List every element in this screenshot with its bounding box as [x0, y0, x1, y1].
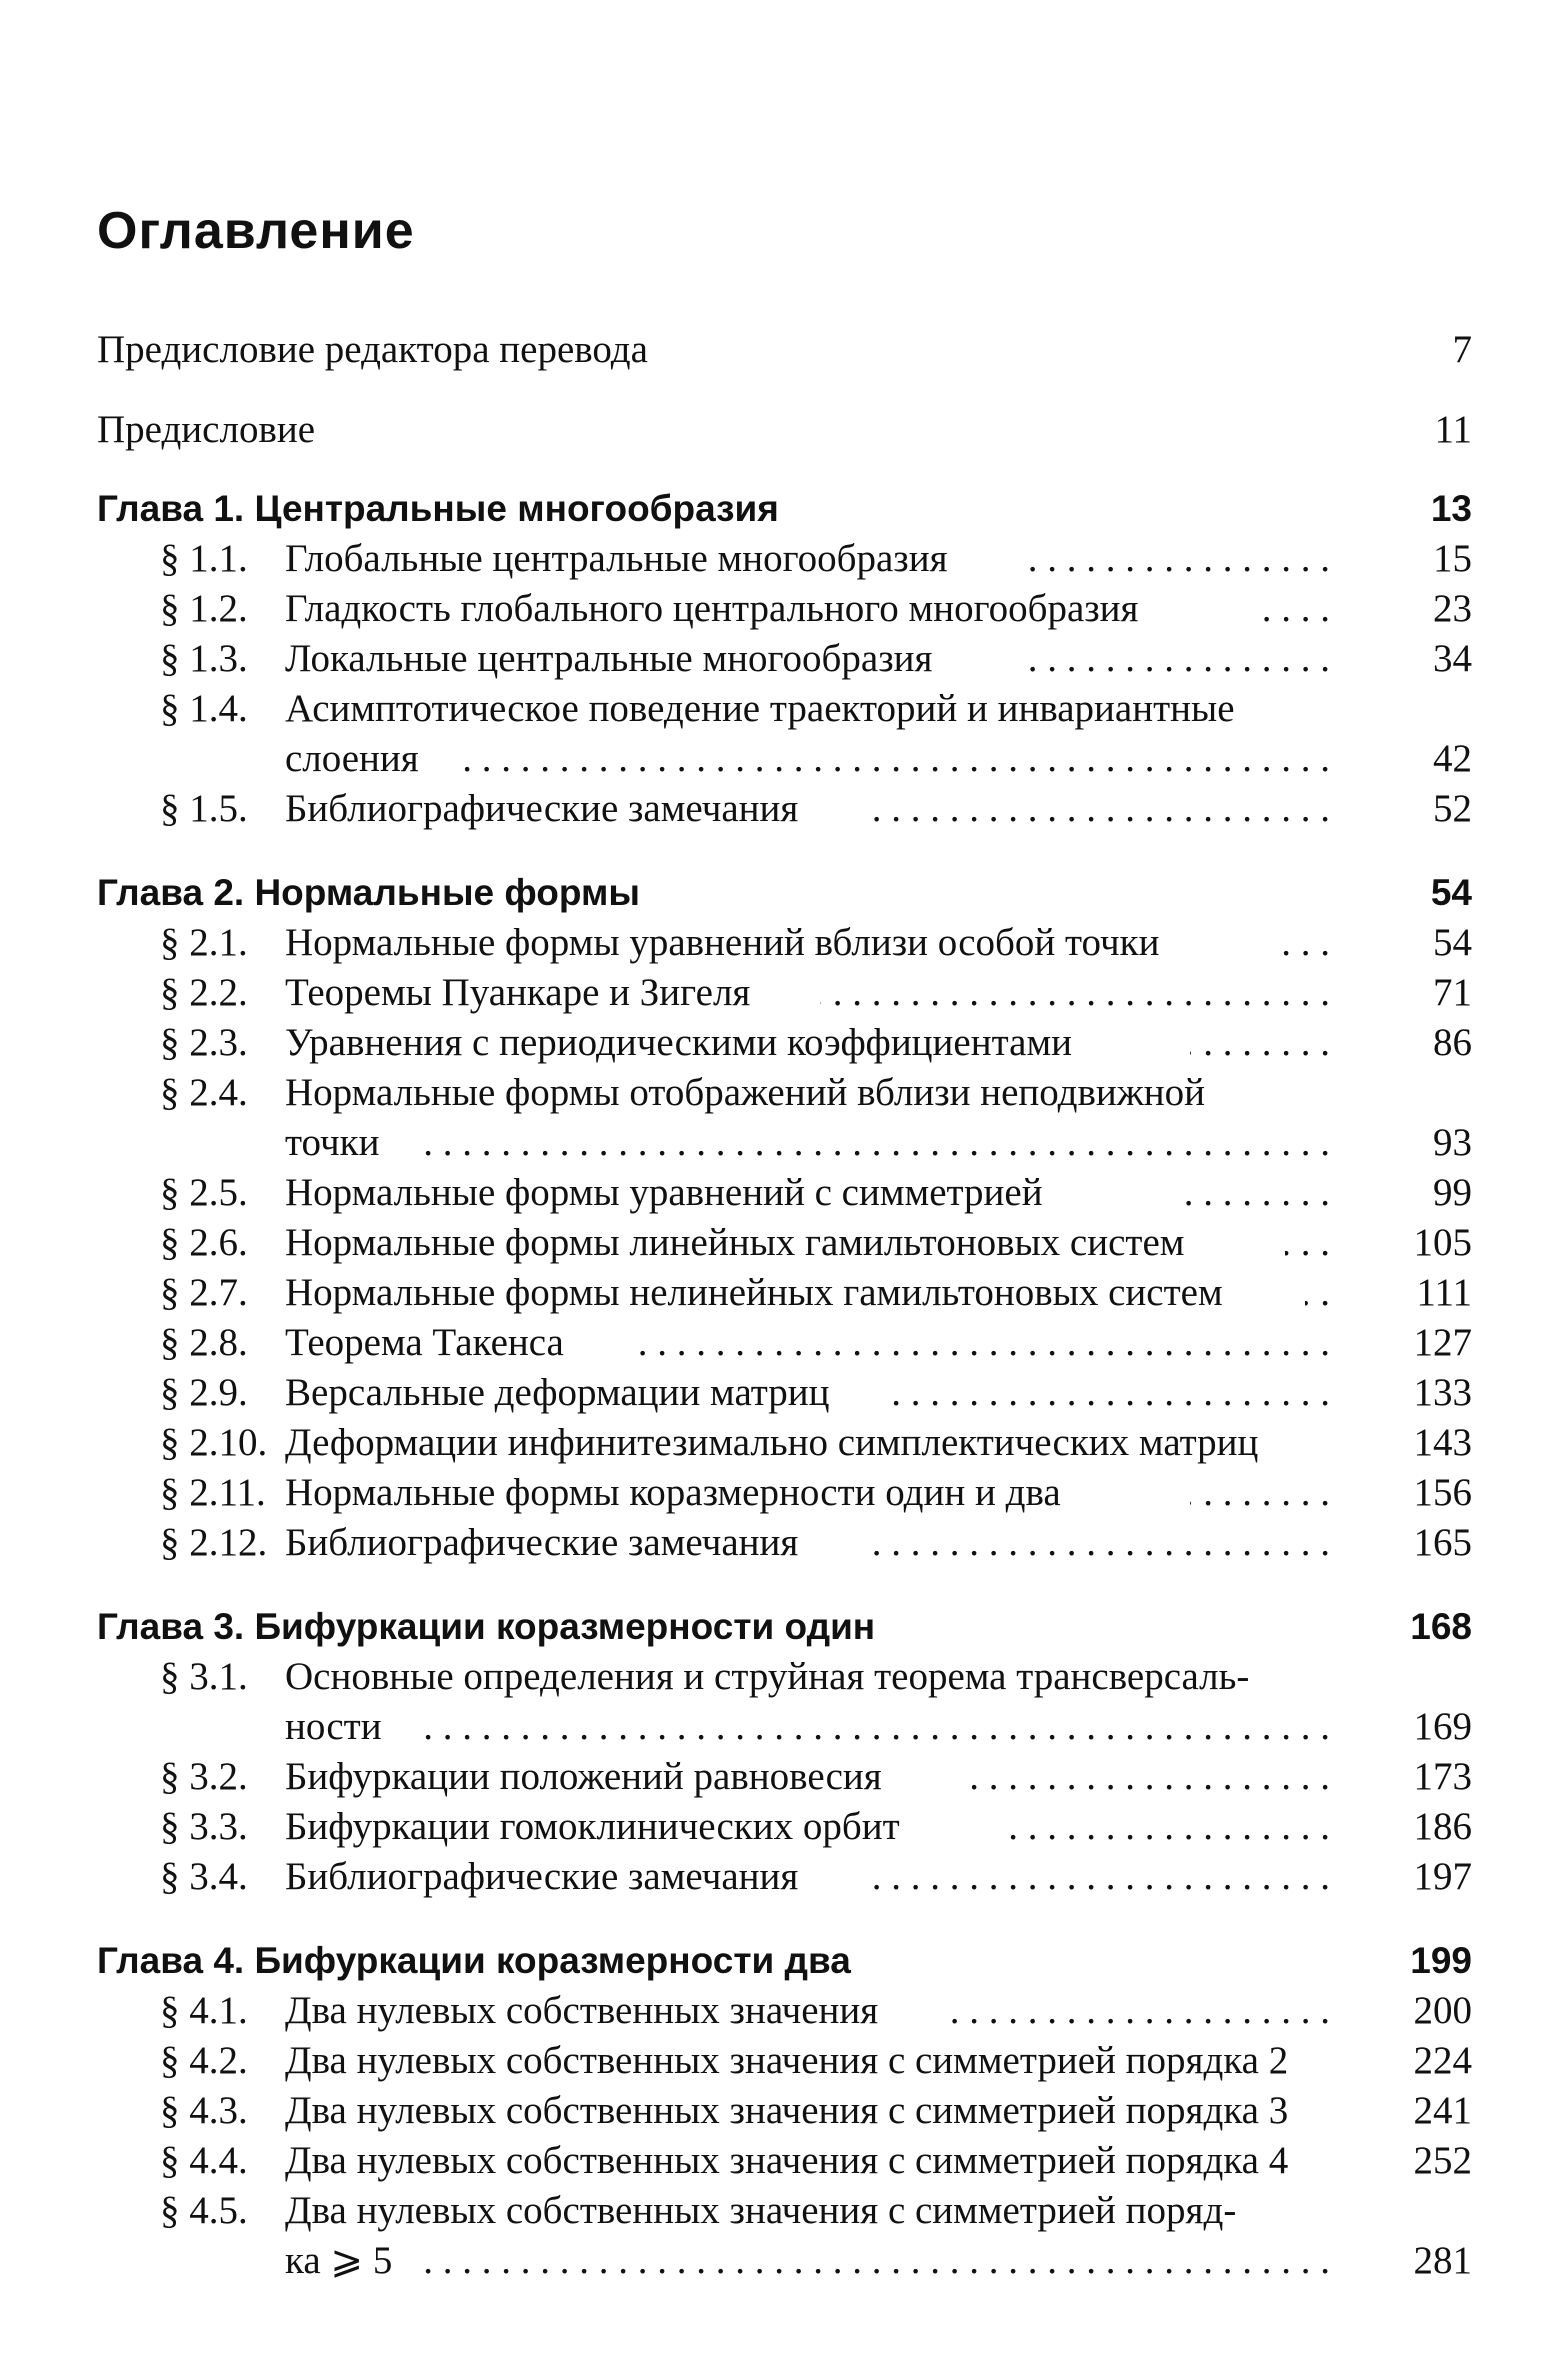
- section-title: Два нулевых собственных значения с симметрией порядка 2: [285, 2039, 1289, 2082]
- section-title: Нормальные формы отображений вблизи неподвижной: [285, 1071, 1205, 1114]
- section-page: 173: [1413, 1755, 1472, 1798]
- chapter-title: Глава 3. Бифуркации коразмерности один: [97, 1606, 876, 1647]
- toc-entry-preface: [97, 405, 1472, 455]
- leader-dots: [1250, 584, 1330, 634]
- section-entry: [160, 1652, 1472, 1702]
- section-entry: [160, 784, 1472, 834]
- section-entry-continuation: [285, 2236, 1472, 2286]
- section-entry: [160, 584, 1472, 634]
- section-page: 200: [1413, 1989, 1472, 2032]
- section-number: § 2.12.: [160, 1521, 268, 1564]
- section-entry: [160, 1418, 1472, 1468]
- leader-dots: [950, 1986, 1330, 2036]
- chapter-page: 13: [1430, 488, 1472, 529]
- section-entry: [160, 1802, 1472, 1852]
- section-page: 71: [1433, 971, 1472, 1014]
- section-page: 86: [1433, 1021, 1472, 1064]
- chapter-heading: [97, 868, 1472, 918]
- section-title: Теорема Такенса: [285, 1321, 564, 1364]
- section-number: § 2.4.: [160, 1071, 248, 1114]
- section-number: § 3.1.: [160, 1655, 248, 1698]
- leader-dots: [1190, 1018, 1330, 1068]
- section-entry-continuation: [285, 734, 1472, 784]
- section-number: § 4.4.: [160, 2139, 248, 2182]
- section-title: Два нулевых собственных значения с симметрией порядка 4: [285, 2139, 1289, 2182]
- section-number: § 2.10.: [160, 1421, 268, 1464]
- entry-text: Предисловие: [97, 408, 316, 451]
- chapter-page: 54: [1430, 872, 1472, 913]
- section-title: Нормальные формы нелинейных гамильтоновых систем: [285, 1271, 1223, 1314]
- section-number: § 4.5.: [160, 2189, 248, 2232]
- section-number: § 2.7.: [160, 1271, 248, 1314]
- section-page: 165: [1413, 1521, 1472, 1564]
- leader-dots: [960, 1752, 1330, 1802]
- section-number: § 1.5.: [160, 787, 248, 830]
- entry-text: Предисловие редактора перевода: [97, 328, 648, 371]
- leader-dots: [1190, 1468, 1330, 1518]
- section-title: Библиографические замечания: [285, 1521, 799, 1564]
- section-page: 93: [1433, 1121, 1472, 1164]
- section-title: Нормальные формы уравнений с симметрией: [285, 1171, 1043, 1214]
- section-entry: [160, 1218, 1472, 1268]
- chapter-title: Глава 4. Бифуркации коразмерности два: [97, 1940, 851, 1981]
- section-entry: [160, 1852, 1472, 1902]
- section-title: Деформации инфинитезимально симплектических матриц: [285, 1421, 1259, 1464]
- leader-dots: [1285, 1218, 1330, 1268]
- section-page: 197: [1413, 1855, 1472, 1898]
- leader-dots: [820, 968, 1330, 1018]
- section-number: § 1.1.: [160, 537, 248, 580]
- section-title: Локальные центральные многообразия: [285, 637, 933, 680]
- chapter-page: 199: [1410, 1940, 1472, 1981]
- section-title: Два нулевых собственных значения с симметрией порядка 3: [285, 2089, 1289, 2132]
- section-number: § 1.3.: [160, 637, 248, 680]
- section-title: Теоремы Пуанкаре и Зигеля: [285, 971, 751, 1014]
- section-title: Основные определения и струйная теорема трансверсаль-: [285, 1655, 1250, 1698]
- section-entry: [160, 2186, 1472, 2236]
- section-page: 23: [1433, 587, 1472, 630]
- section-entry-continuation: [285, 1118, 1472, 1168]
- section-page: 241: [1413, 2089, 1472, 2132]
- section-entry: [160, 1986, 1472, 2036]
- entry-page: 7: [1452, 328, 1472, 371]
- section-entry: [160, 534, 1472, 584]
- section-title: Бифуркации положений равновесия: [285, 1755, 882, 1798]
- section-entry: [160, 1318, 1472, 1368]
- chapter-heading: [97, 484, 1472, 534]
- section-title-continuation: ка ⩾ 5: [285, 2239, 393, 2282]
- section-title: Нормальные формы коразмерности один и два: [285, 1471, 1061, 1514]
- section-entry: [160, 1268, 1472, 1318]
- section-page: 54: [1433, 921, 1472, 964]
- leader-dots: [455, 734, 1330, 784]
- section-title-continuation: слоения: [285, 737, 419, 780]
- section-entry: [160, 1468, 1472, 1518]
- section-number: § 2.8.: [160, 1321, 248, 1364]
- section-title-continuation: ности: [285, 1705, 382, 1748]
- chapter-title: Глава 2. Нормальные формы: [97, 872, 640, 913]
- section-entry: [160, 1518, 1472, 1568]
- leader-dots: [860, 784, 1330, 834]
- section-number: § 3.4.: [160, 1855, 248, 1898]
- section-page: 127: [1413, 1321, 1472, 1364]
- leader-dots: [425, 1118, 1330, 1168]
- section-entry: [160, 1752, 1472, 1802]
- section-number: § 4.2.: [160, 2039, 248, 2082]
- section-title: Бифуркации гомоклинических орбит: [285, 1805, 900, 1848]
- section-page: 156: [1413, 1471, 1472, 1514]
- section-title: Библиографические замечания: [285, 787, 799, 830]
- section-number: § 1.2.: [160, 587, 248, 630]
- page-title: Оглавление: [97, 202, 415, 260]
- section-title: Версальные деформации матриц: [285, 1371, 830, 1414]
- section-number: § 2.6.: [160, 1221, 248, 1264]
- chapter-title: Глава 1. Центральные многообразия: [97, 488, 779, 529]
- leader-dots: [425, 1702, 1330, 1752]
- section-page: 105: [1413, 1221, 1472, 1264]
- leader-dots: [630, 1318, 1330, 1368]
- section-title: Библиографические замечания: [285, 1855, 799, 1898]
- section-title: Два нулевых собственных значения: [285, 1989, 879, 2032]
- section-entry: [160, 2136, 1472, 2186]
- section-page: 99: [1433, 1171, 1472, 1214]
- leader-dots: [860, 1852, 1330, 1902]
- section-entry: [160, 684, 1472, 734]
- section-title: Глобальные центральные многообразия: [285, 537, 948, 580]
- section-entry: [160, 1068, 1472, 1118]
- section-number: § 2.5.: [160, 1171, 248, 1214]
- section-page: 186: [1413, 1805, 1472, 1848]
- section-page: 252: [1413, 2139, 1472, 2182]
- section-title: Гладкость глобального центрального многообразия: [285, 587, 1139, 630]
- entry-page: 11: [1434, 408, 1472, 451]
- section-title: Нормальные формы линейных гамильтоновых систем: [285, 1221, 1185, 1264]
- section-title: Уравнения с периодическими коэффициентами: [285, 1021, 1072, 1064]
- section-page: 52: [1433, 787, 1472, 830]
- section-page: 281: [1413, 2239, 1472, 2282]
- section-entry: [160, 1018, 1472, 1068]
- section-number: § 2.1.: [160, 921, 248, 964]
- section-entry: [160, 634, 1472, 684]
- section-entry: [160, 1368, 1472, 1418]
- section-entry: [160, 968, 1472, 1018]
- section-number: § 2.3.: [160, 1021, 248, 1064]
- leader-dots: [1275, 918, 1330, 968]
- section-page: 15: [1433, 537, 1472, 580]
- chapter-heading: [97, 1602, 1472, 1652]
- section-title: Асимптотическое поведение траекторий и инвариантные: [285, 687, 1235, 730]
- section-page: 42: [1433, 737, 1472, 780]
- chapter-heading: [97, 1936, 1472, 1986]
- section-title: Два нулевых собственных значения с симметрией поряд-: [285, 2189, 1237, 2232]
- leader-dots: [1000, 1802, 1330, 1852]
- section-number: § 3.2.: [160, 1755, 248, 1798]
- section-entry-continuation: [285, 1702, 1472, 1752]
- leader-dots: [1180, 1168, 1330, 1218]
- section-page: 133: [1413, 1371, 1472, 1414]
- section-page: 111: [1416, 1271, 1472, 1314]
- leader-dots: [1030, 534, 1330, 584]
- section-number: § 4.3.: [160, 2089, 248, 2132]
- section-title: Нормальные формы уравнений вблизи особой точки: [285, 921, 1160, 964]
- section-page: 143: [1413, 1421, 1472, 1464]
- section-title-continuation: точки: [285, 1121, 380, 1164]
- section-number: § 2.2.: [160, 971, 248, 1014]
- section-entry: [160, 918, 1472, 968]
- section-page: 169: [1413, 1705, 1472, 1748]
- section-number: § 2.11.: [160, 1471, 266, 1514]
- section-entry: [160, 2086, 1472, 2136]
- leader-dots: [1305, 1268, 1330, 1318]
- section-page: 224: [1413, 2039, 1472, 2082]
- leader-dots: [860, 1518, 1330, 1568]
- section-number: § 1.4.: [160, 687, 248, 730]
- leader-dots: [1020, 634, 1330, 684]
- section-entry: [160, 2036, 1472, 2086]
- section-number: § 3.3.: [160, 1805, 248, 1848]
- leader-dots: [890, 1368, 1330, 1418]
- section-entry: [160, 1168, 1472, 1218]
- section-number: § 4.1.: [160, 1989, 248, 2032]
- section-number: § 2.9.: [160, 1371, 248, 1414]
- leader-dots: [415, 2236, 1330, 2286]
- toc-entry-editor-preface: [97, 325, 1472, 375]
- section-page: 34: [1433, 637, 1472, 680]
- chapter-page: 168: [1410, 1606, 1472, 1647]
